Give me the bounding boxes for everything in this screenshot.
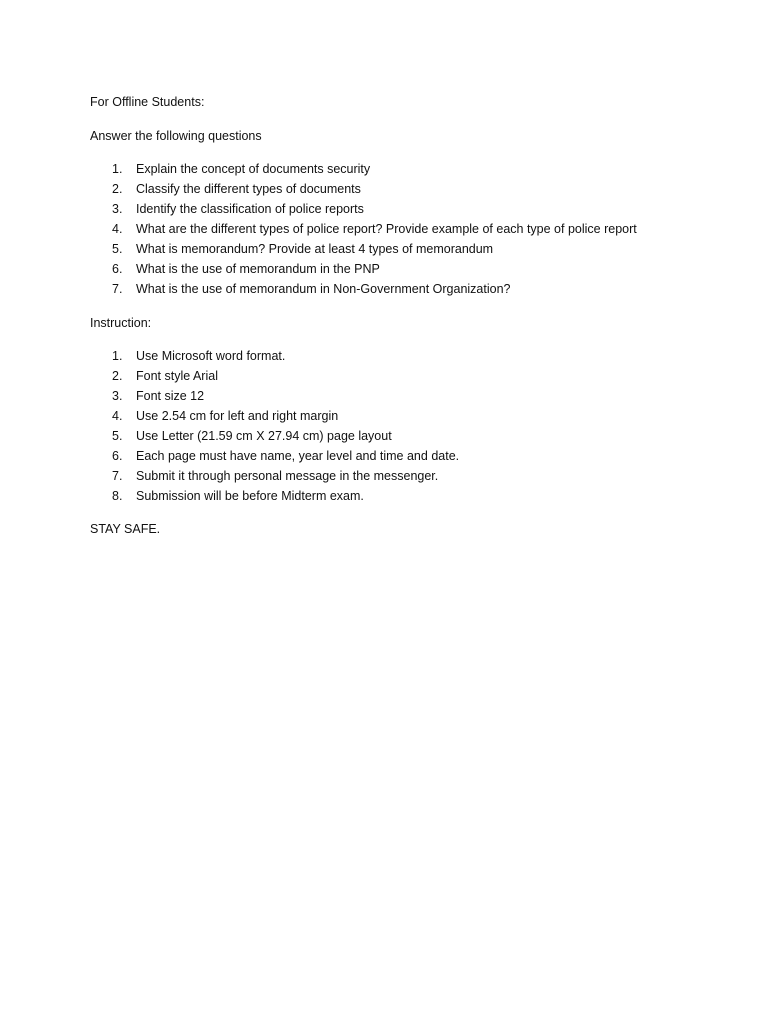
instruction-heading: Instruction: (90, 316, 152, 330)
list-item: 4. What are the different types of police report? Provide example of each type of police report (112, 222, 637, 236)
list-item: 3. Font size 12 (112, 389, 205, 403)
list-item: 5. Use Letter (21.59 cm X 27.94 cm) page layout (112, 429, 392, 443)
questions-list (90, 159, 730, 299)
closing-text: STAY SAFE. (90, 522, 161, 536)
section-heading-offline: For Offline Students: (90, 95, 205, 109)
document-body (90, 92, 730, 539)
list-item: 1. Use Microsoft word format. (112, 349, 286, 363)
list-item: 4. Use 2.54 cm for left and right margin (112, 409, 339, 423)
list-item: 3. Identify the classification of police reports (112, 202, 364, 216)
questions-intro: Answer the following questions (90, 129, 262, 143)
list-item: 1. Explain the concept of documents security (112, 162, 371, 176)
list-item: 7. Submit it through personal message in the messenger. (112, 469, 439, 483)
list-item: 6. What is the use of memorandum in the PNP (112, 262, 380, 276)
list-item: 2. Font style Arial (112, 369, 218, 383)
instructions-list (90, 346, 730, 506)
list-item: 2. Classify the different types of documents (112, 182, 361, 196)
list-item: 6. Each page must have name, year level and time and date. (112, 449, 460, 463)
list-item: 7. What is the use of memorandum in Non-Government Organization? (112, 282, 511, 296)
list-item: 8. Submission will be before Midterm exam. (112, 489, 364, 503)
list-item: 5. What is memorandum? Provide at least 4 types of memorandum (112, 242, 494, 256)
